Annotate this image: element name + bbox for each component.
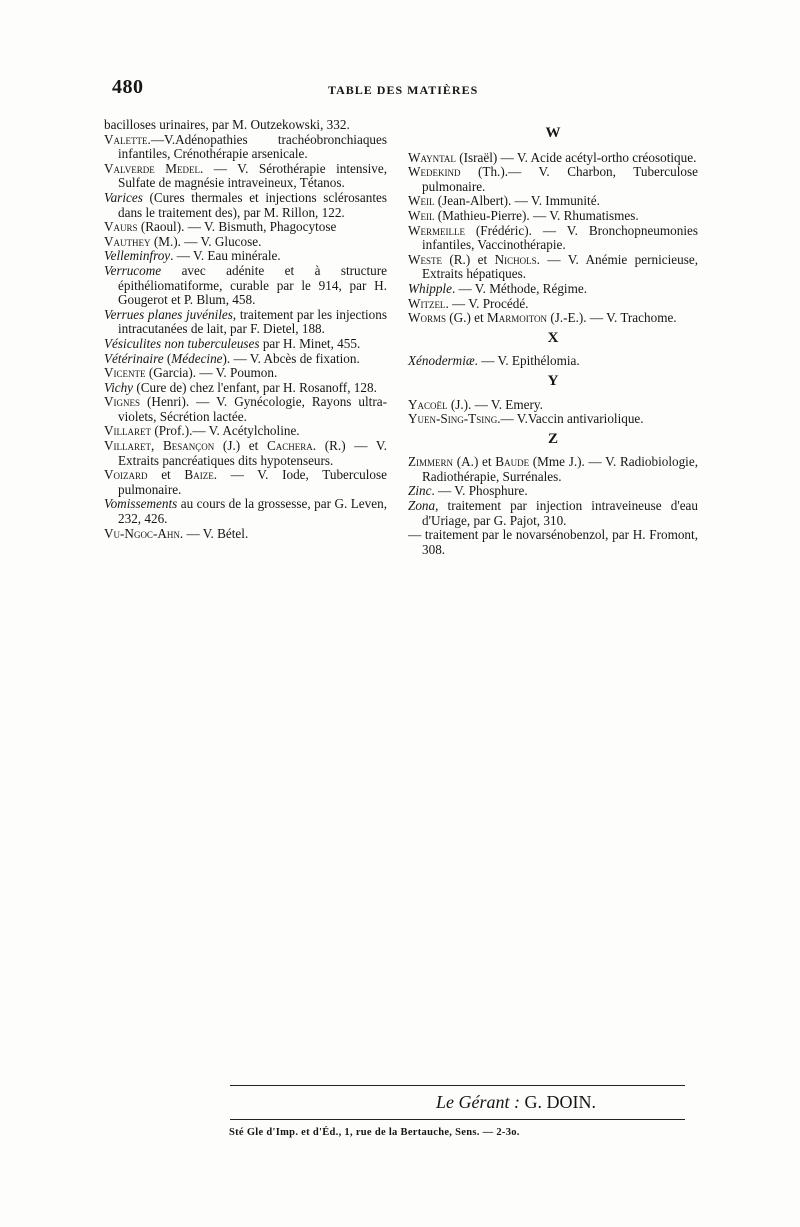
entry-text: . — V. Iode, Tuberculose pulmonaire.: [118, 467, 387, 497]
entry-text: . — V. Eau minérale.: [170, 248, 281, 264]
entry-text: Xénodermiæ: [408, 353, 475, 369]
index-column-left: [104, 118, 387, 541]
entry-text: (Frédéric). — V. Bronchopneumonies infantiles, Vaccinothérapie.: [422, 222, 698, 253]
index-entry: [104, 220, 387, 235]
entry-text: . — V. Anémie pernicieuse, Extraits hépatiques.: [422, 251, 698, 282]
entry-text: (Garcia). — V. Poumon.: [145, 365, 278, 381]
entry-text: Cachera: [266, 438, 313, 454]
footer-rule-top: [230, 1085, 685, 1086]
index-entry: [104, 468, 387, 497]
entry-text: Yacoël: [408, 396, 448, 412]
index-entry: [408, 398, 698, 413]
entry-text: . — V. Epithélomia.: [474, 353, 580, 369]
entry-text: Velleminfroy: [104, 248, 171, 264]
entry-text: (M.). — V. Glucose.: [150, 233, 262, 249]
entry-text: Villaret: [104, 438, 152, 454]
entry-text: Zona: [408, 498, 436, 514]
entry-text: Villaret: [104, 423, 152, 439]
entry-text: Médecine: [171, 350, 223, 366]
entry-text: avec adénite et à structure épithéliomatiforme, curable par le 914, par H. Gougerot et P. Blum, 458.: [118, 262, 387, 308]
index-entry: [408, 282, 698, 297]
index-entry: [104, 249, 387, 264]
entry-text: (G.) et: [445, 310, 487, 326]
entry-text: (Prof.).— V. Acétylcholine.: [151, 423, 300, 439]
entry-text: — traitement par le novarsénobenzol, par H. Fromont, 308.: [408, 527, 698, 557]
entry-text: ,: [151, 438, 163, 454]
entry-text: Vu-Ngoc-Ahn: [104, 525, 180, 541]
index-entry: [408, 528, 698, 557]
entry-text: (Th.).— V. Charbon, Tuberculose pulmonaire.: [422, 164, 698, 194]
entry-text: . — V. Procédé.: [445, 295, 529, 311]
entry-text: Witzel: [408, 295, 446, 311]
entry-text: ). — V. Abcès de fixation.: [222, 350, 360, 366]
entry-text: (Raoul). — V. Bismuth, Phagocytose: [137, 219, 337, 235]
entry-text: Vichy: [104, 379, 134, 395]
index-entry: [408, 165, 698, 194]
entry-text: Weste: [408, 251, 442, 267]
entry-text: Weil: [408, 193, 435, 209]
entry-text: (Mathieu-Pierre). — V. Rhumatismes.: [434, 207, 639, 223]
entry-text: Voizard: [104, 467, 148, 483]
entry-text: . — V. Sérothérapie intensive, Sulfate de magnésie intraveineux, Tétanos.: [118, 160, 387, 191]
index-entry: [104, 439, 387, 468]
entry-text: (Cure de) chez l'enfant, par H. Rosanoff, 128.: [133, 379, 377, 395]
entry-text: (J.). — V. Emery.: [447, 396, 543, 412]
gerant-name: G. DOIN.: [524, 1092, 596, 1112]
entry-text: (J.-E.). — V. Trachome.: [547, 310, 677, 326]
index-entry: [408, 484, 698, 499]
entry-text: (Mme J.). — V. Radiobiologie, Radiothérapie, Surrénales.: [422, 454, 698, 484]
entry-text: (Cures thermales et injections sclérosantes dans le traitement des), par M. Rillon, 122.: [118, 189, 387, 220]
index-entry: [408, 354, 698, 369]
entry-text: Baude: [495, 454, 530, 470]
entry-text: (Israël) — V. Acide acétyl-ortho créosotique.: [455, 149, 697, 165]
entry-text: , traitement par les injections intracutanées de lait, par F. Dietel, 188.: [118, 306, 387, 337]
index-entry: [104, 264, 387, 308]
entry-text: . — V. Bétel.: [179, 525, 249, 541]
section-letter: W: [545, 125, 561, 141]
entry-text: Yuen-Sing-Tsing: [408, 411, 498, 427]
index-entry: [104, 381, 387, 396]
entry-text: Vauthey: [104, 233, 151, 249]
entry-text: (Jean-Albert). — V. Immunité.: [434, 193, 600, 209]
entry-text: (: [163, 350, 172, 366]
section-letter: Z: [547, 430, 558, 447]
index-entry: [408, 311, 698, 326]
entry-text: Varices: [104, 189, 143, 205]
entry-text: Wayntal: [408, 149, 456, 165]
index-entry: [408, 209, 698, 224]
entry-text: Besançon: [162, 438, 215, 454]
section-letter: X: [547, 329, 559, 346]
entry-text: (R.) et: [441, 251, 495, 267]
index-entry: [408, 412, 698, 427]
entry-text: Vaurs: [104, 219, 138, 235]
index-column-right: [408, 118, 698, 557]
entry-text: au cours de la grossesse, par G. Leven, 232, 426.: [118, 496, 387, 527]
index-entry: [104, 366, 387, 381]
entry-text: bacilloses urinaires, par M. Outzekowski, 332.: [104, 117, 350, 132]
index-entry: [104, 395, 387, 424]
index-entry: [104, 162, 387, 191]
entry-text: Vicente: [104, 365, 146, 381]
entry-text: Verrues planes juvéniles: [104, 306, 233, 322]
page-number: 480: [112, 76, 144, 98]
entry-text: . — V. Méthode, Régime.: [451, 280, 587, 296]
index-entry: [408, 224, 698, 253]
entry-text: Zimmern: [408, 454, 454, 470]
index-entry: [104, 497, 387, 526]
entry-text: .—V.Adénopathies trachéobronchiaques infantiles, Crénothérapie arsenicale.: [118, 131, 387, 162]
gerant-label: Le Gérant :: [436, 1092, 520, 1112]
index-entry: [104, 191, 387, 220]
entry-text: Vétérinaire: [104, 350, 164, 366]
index-entry: [104, 118, 387, 133]
entry-text: Verrucome: [104, 262, 162, 278]
entry-text: Vésiculites non tuberculeuses: [104, 335, 260, 351]
entry-text: Valverde Medel: [104, 160, 200, 176]
entry-text: Weil: [408, 207, 435, 223]
index-entry: [408, 253, 698, 282]
entry-text: . (R.) — V. Extraits pancréatiques dits hypotenseurs.: [118, 438, 387, 468]
index-entry: [104, 337, 387, 352]
index-entry: [408, 194, 698, 209]
index-entry: [104, 424, 387, 439]
entry-text: Zinc: [408, 483, 432, 499]
entry-text: , traitement par injection intraveineuse d'eau d'Uriage, par G. Pajot, 310.: [422, 498, 698, 528]
entry-text: .— V.Vaccin antivariolique.: [497, 411, 644, 427]
entry-text: . — V. Phosphure.: [431, 483, 528, 499]
entry-text: (Henri). — V. Gynécologie, Rayons ultra-violets, Sécrétion lactée.: [118, 394, 387, 424]
index-entry: [104, 235, 387, 250]
entry-text: Wedekind: [408, 164, 461, 180]
entry-text: Wermeille: [408, 222, 465, 238]
index-entry: [104, 527, 387, 542]
entry-text: Whipple: [408, 280, 452, 296]
entry-text: Nichols: [494, 251, 537, 267]
entry-text: par H. Minet, 455.: [259, 335, 361, 351]
index-entry: [104, 133, 387, 162]
entry-text: Worms: [408, 310, 446, 326]
entry-text: Valette: [104, 131, 148, 147]
index-entry: [408, 499, 698, 528]
entry-text: Baize: [184, 467, 214, 483]
running-title: TABLE DES MATIÈRES: [328, 83, 479, 97]
footer-rule-bottom: [230, 1119, 685, 1120]
index-entry: [104, 308, 387, 337]
section-letter: Y: [547, 372, 559, 389]
entry-text: (A.) et: [453, 454, 496, 470]
entry-text: Marmoiton: [486, 310, 548, 326]
index-entry: [408, 151, 698, 166]
entry-text: et: [147, 467, 185, 483]
printer-imprint: Sté Gle d'Imp. et d'Éd., 1, rue de la Bertauche, Sens. — 2-3o.: [229, 1127, 520, 1138]
gerant-line: [436, 1092, 596, 1113]
index-entry: [104, 352, 387, 367]
entry-text: Vignes: [104, 394, 141, 410]
entry-text: Vomissements: [104, 496, 178, 512]
entry-text: (J.) et: [214, 438, 267, 454]
index-entry: [408, 297, 698, 312]
index-entry: [408, 455, 698, 484]
